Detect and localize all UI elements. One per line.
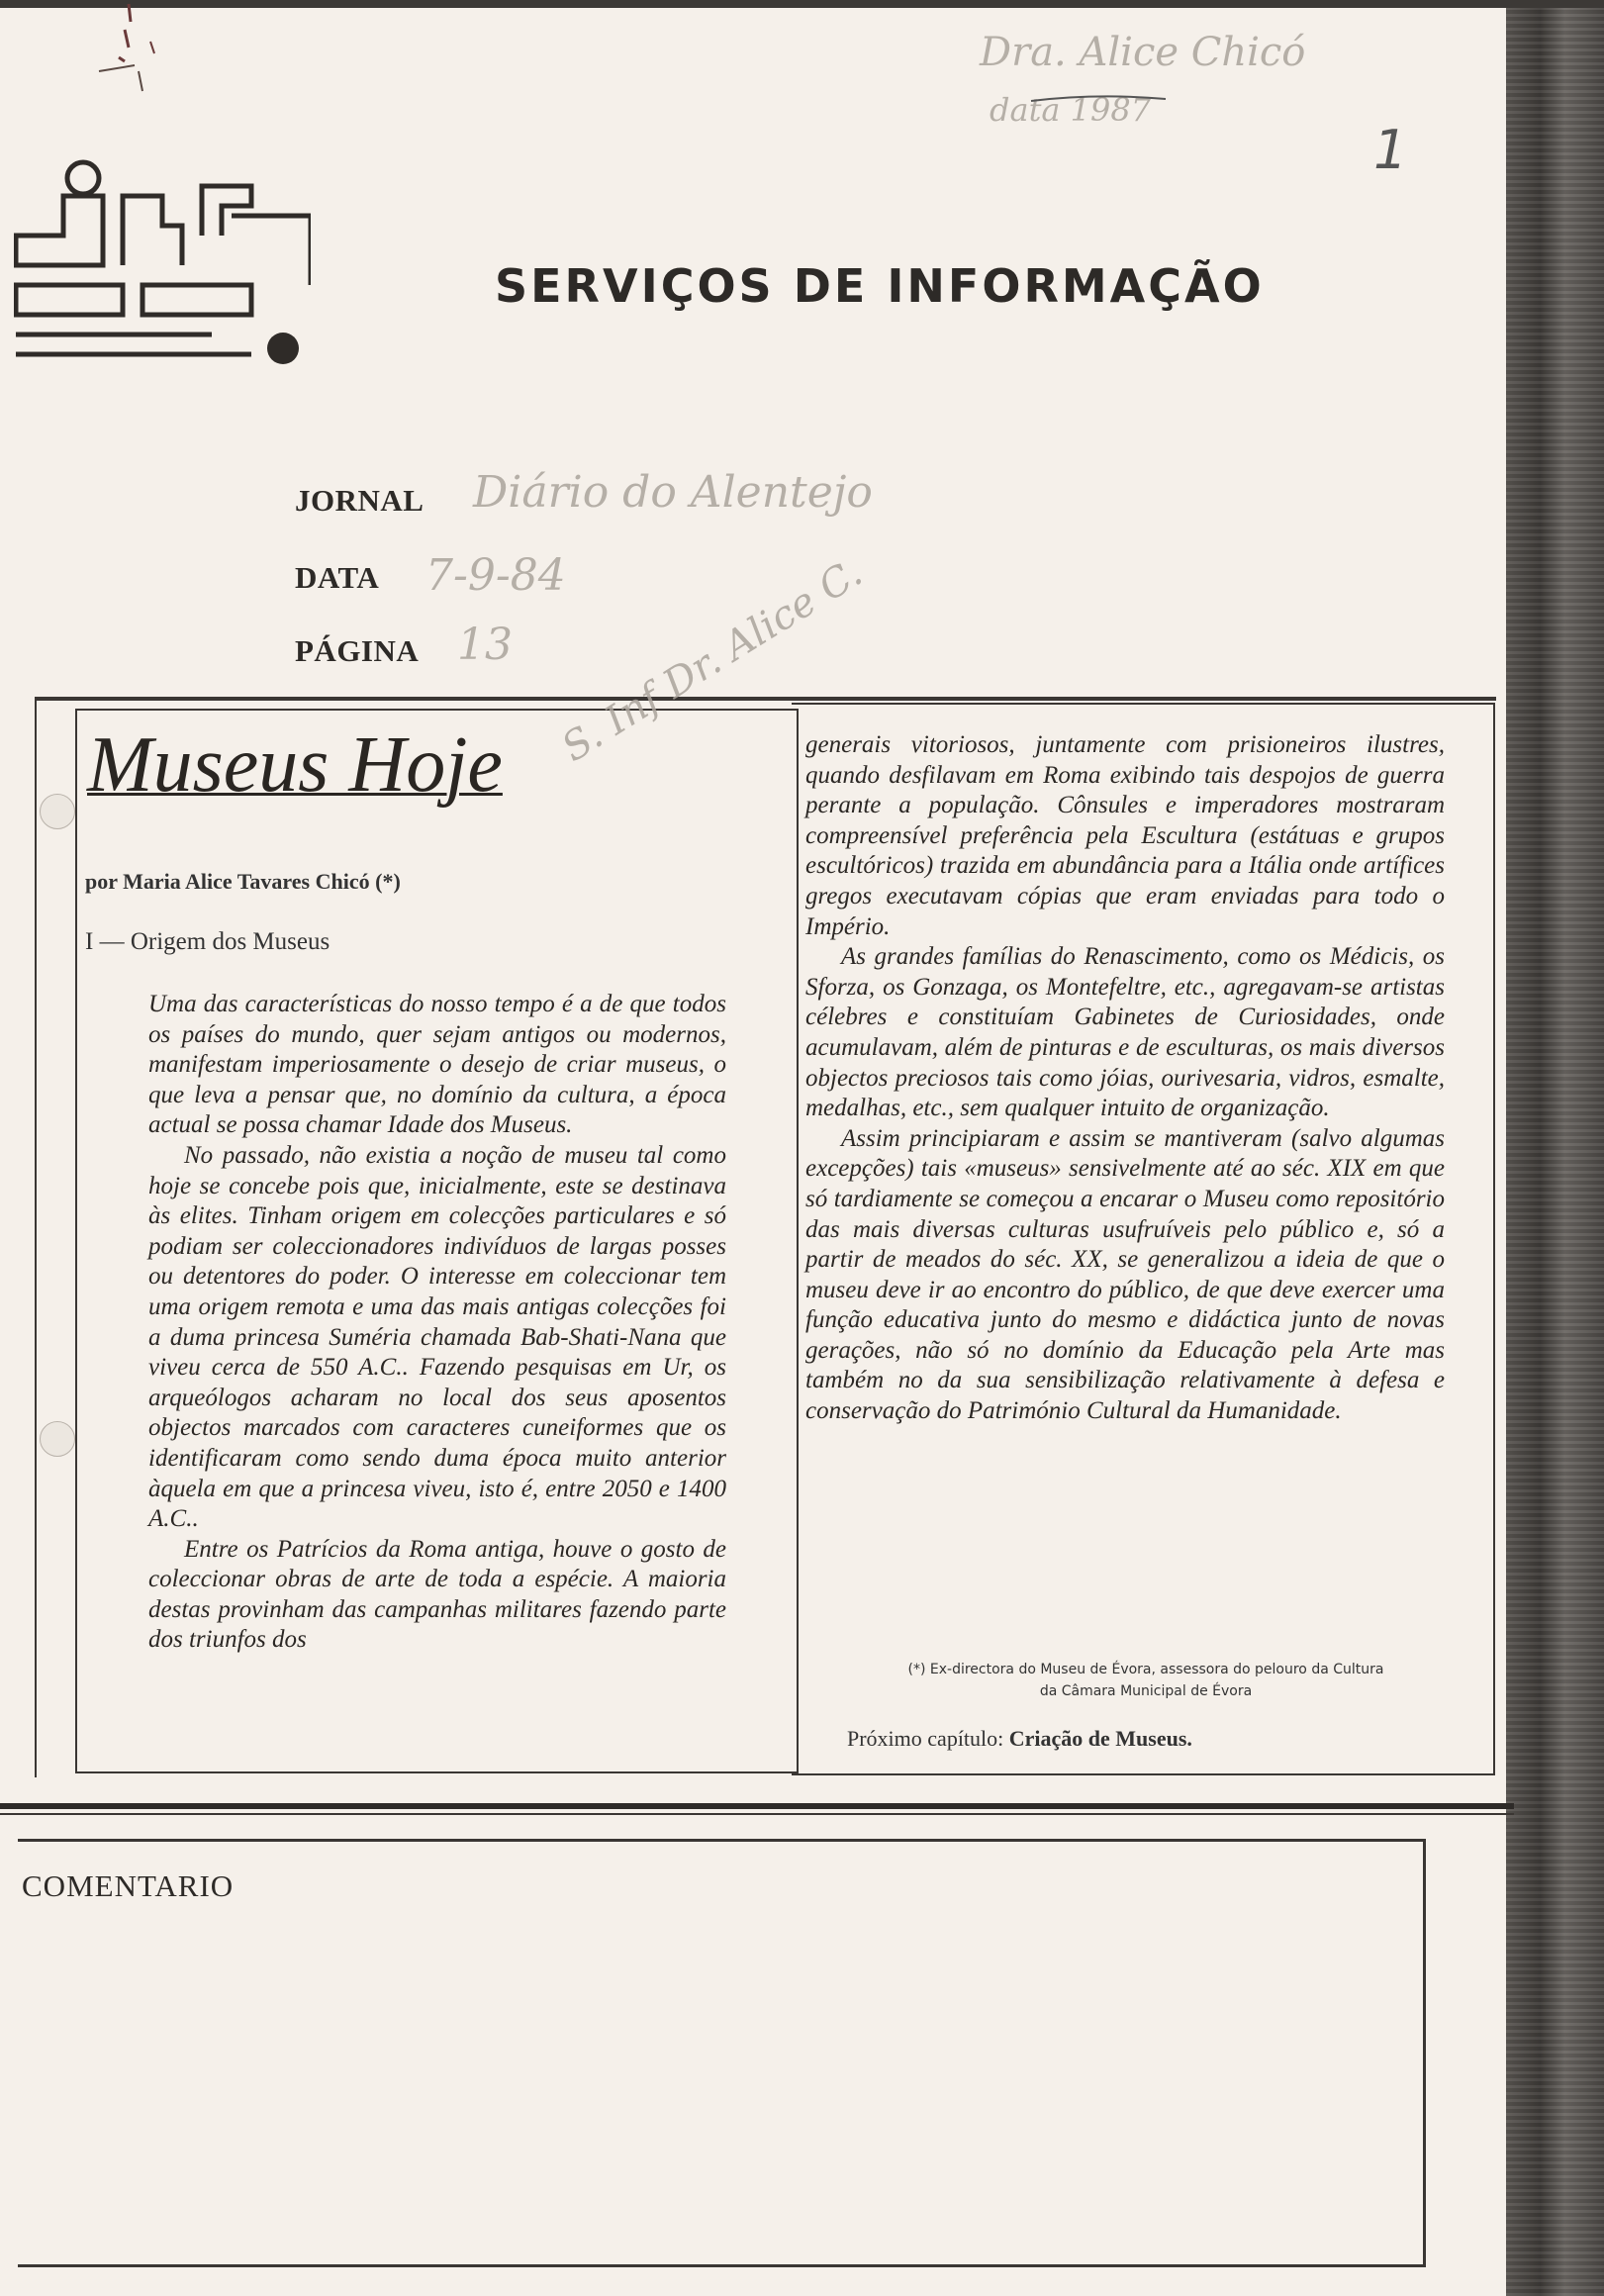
scan-edge-shadow (1506, 0, 1604, 2296)
scan-marks (59, 2, 178, 111)
data-handwritten: 7-9-84 (425, 550, 566, 601)
handwritten-top-note: Dra. Alice Chicó (980, 30, 1306, 75)
data-label: DATA (295, 560, 380, 595)
comment-label: COMENTARIO (22, 1868, 235, 1903)
margin-handwritten: S. Inf Dr. Alice C. (554, 549, 871, 772)
right-paragraph: As grandes famílias do Renascimento, como os Médicis, os Sforza, os Gonzaga, os Montefeltre, etc., agregavam-se artistas célebres e constituíam Gabinetes de Curiosidades, onde acumulavam, além de pinturas e de esculturas, os mais diversos objectos preciosos tais como jóias, ourivesaria, vidros, esmalte, medalhas, etc., sem qualquer intuito de organização. (805, 943, 1445, 1122)
page-number: 1 (1373, 119, 1408, 181)
handwritten-top-note-2: data 1987 (990, 91, 1152, 129)
jornal-handwritten: Diário do Alentejo (473, 467, 873, 518)
right-column-text (805, 730, 1445, 1427)
left-paragraph: Uma das características do nosso tempo é a de que todos os países do mundo, quer sejam antigos ou modernos, manifestam imperiosamente o desejo de criar museus, o que leva a pensar que, no domínio da cultura, a época actual se possa chamar Idade dos Museus. (148, 991, 726, 1139)
handwritten-underline (1029, 93, 1168, 105)
left-paragraph: Entre os Patrícios da Roma antiga, houve o gosto de coleccionar obras de arte de toda a espécie. A maioria destas provinham das campanhas militares fazendo parte dos triunfos dos (148, 1535, 726, 1654)
article-byline: por Maria Alice Tavares Chicó (*) (85, 869, 401, 894)
separator-rule (0, 1803, 1514, 1809)
right-paragraph: Assim principiaram e assim se mantiveram (salvo algumas excepções) tais «museus» sensivelmente até ao séc. XIX em que só tardiamente se começou a encarar o Museu como repositório das mais diversas culturas usufruíveis pelo público e, só a partir de meados do séc. XX, se generalizou a ideia de que o museu deve ir ao encontro do público, de que deve exercer uma função educativa junto do mesmo e didáctica junto de novas gerações, não só no domínio da Educação pela Arte mas também no da sua sensibilização relativamente à defesa e conservação do Património Cultural da Humanidade. (805, 1124, 1445, 1425)
service-title: SERVIÇOS DE INFORMAÇÃO (495, 259, 1265, 313)
inf-logo-icon (14, 156, 311, 370)
scan-top-edge (0, 0, 1604, 8)
article-title: Museus Hoje (87, 721, 503, 809)
footnote-line: (*) Ex-directora do Museu de Évora, assessora do pelouro da Cultura (907, 1662, 1384, 1677)
next-chapter-title: Criação de Museus. (1008, 1726, 1192, 1751)
right-paragraph: generais vitoriosos, juntamente com prisioneiros ilustres, quando desfilavam em Roma exibindo tais despojos de guerra perante a população. Cônsules e imperadores mostraram compreensível preferência pela Escultura (estátuas e grupos escultóricos) trazida em abundância para a Itália onde artífices gregos executavam cópias que eram enviadas para todo o Império. (805, 731, 1445, 940)
author-footnote (800, 1659, 1492, 1702)
footnote-line: da Câmara Municipal de Évora (1039, 1683, 1253, 1699)
comment-box-bottom (18, 2264, 1426, 2267)
punch-hole (40, 794, 75, 829)
section-heading: I — Origem dos Museus (85, 928, 330, 955)
left-paragraph: No passado, não existia a noção de museu tal como hoje se concebe pois que, inicialmente, este se destinava às elites. Tinham origem em colecções particulares e só podiam ser coleccionadores indivíduos de largas posses ou detentores do poder. O interesse em coleccionar tem uma origem remota e uma das mais antigas colecções foi a duma princesa Suméria chamada Bab-Shati-Nana que viveu cerca de 550 A.C.. Fazendo pesquisas em Ur, os arqueólogos acharam no local dos seus aposentos objectos marcados com caracteres cuneiformes que os identificaram como sendo duma época muito anterior àquela em que a princesa viveu, isto é, entre 2050 e 1400 A.C.. (148, 1141, 726, 1533)
jornal-label: JORNAL (295, 483, 425, 518)
separator-rule (0, 1813, 1514, 1815)
left-column-text (148, 990, 726, 1656)
pagina-label: PÁGINA (295, 633, 420, 668)
punch-hole (40, 1421, 75, 1457)
next-chapter (847, 1726, 1192, 1752)
pagina-handwritten: 13 (457, 620, 513, 670)
next-chapter-label: Próximo capítulo: (847, 1726, 1004, 1751)
